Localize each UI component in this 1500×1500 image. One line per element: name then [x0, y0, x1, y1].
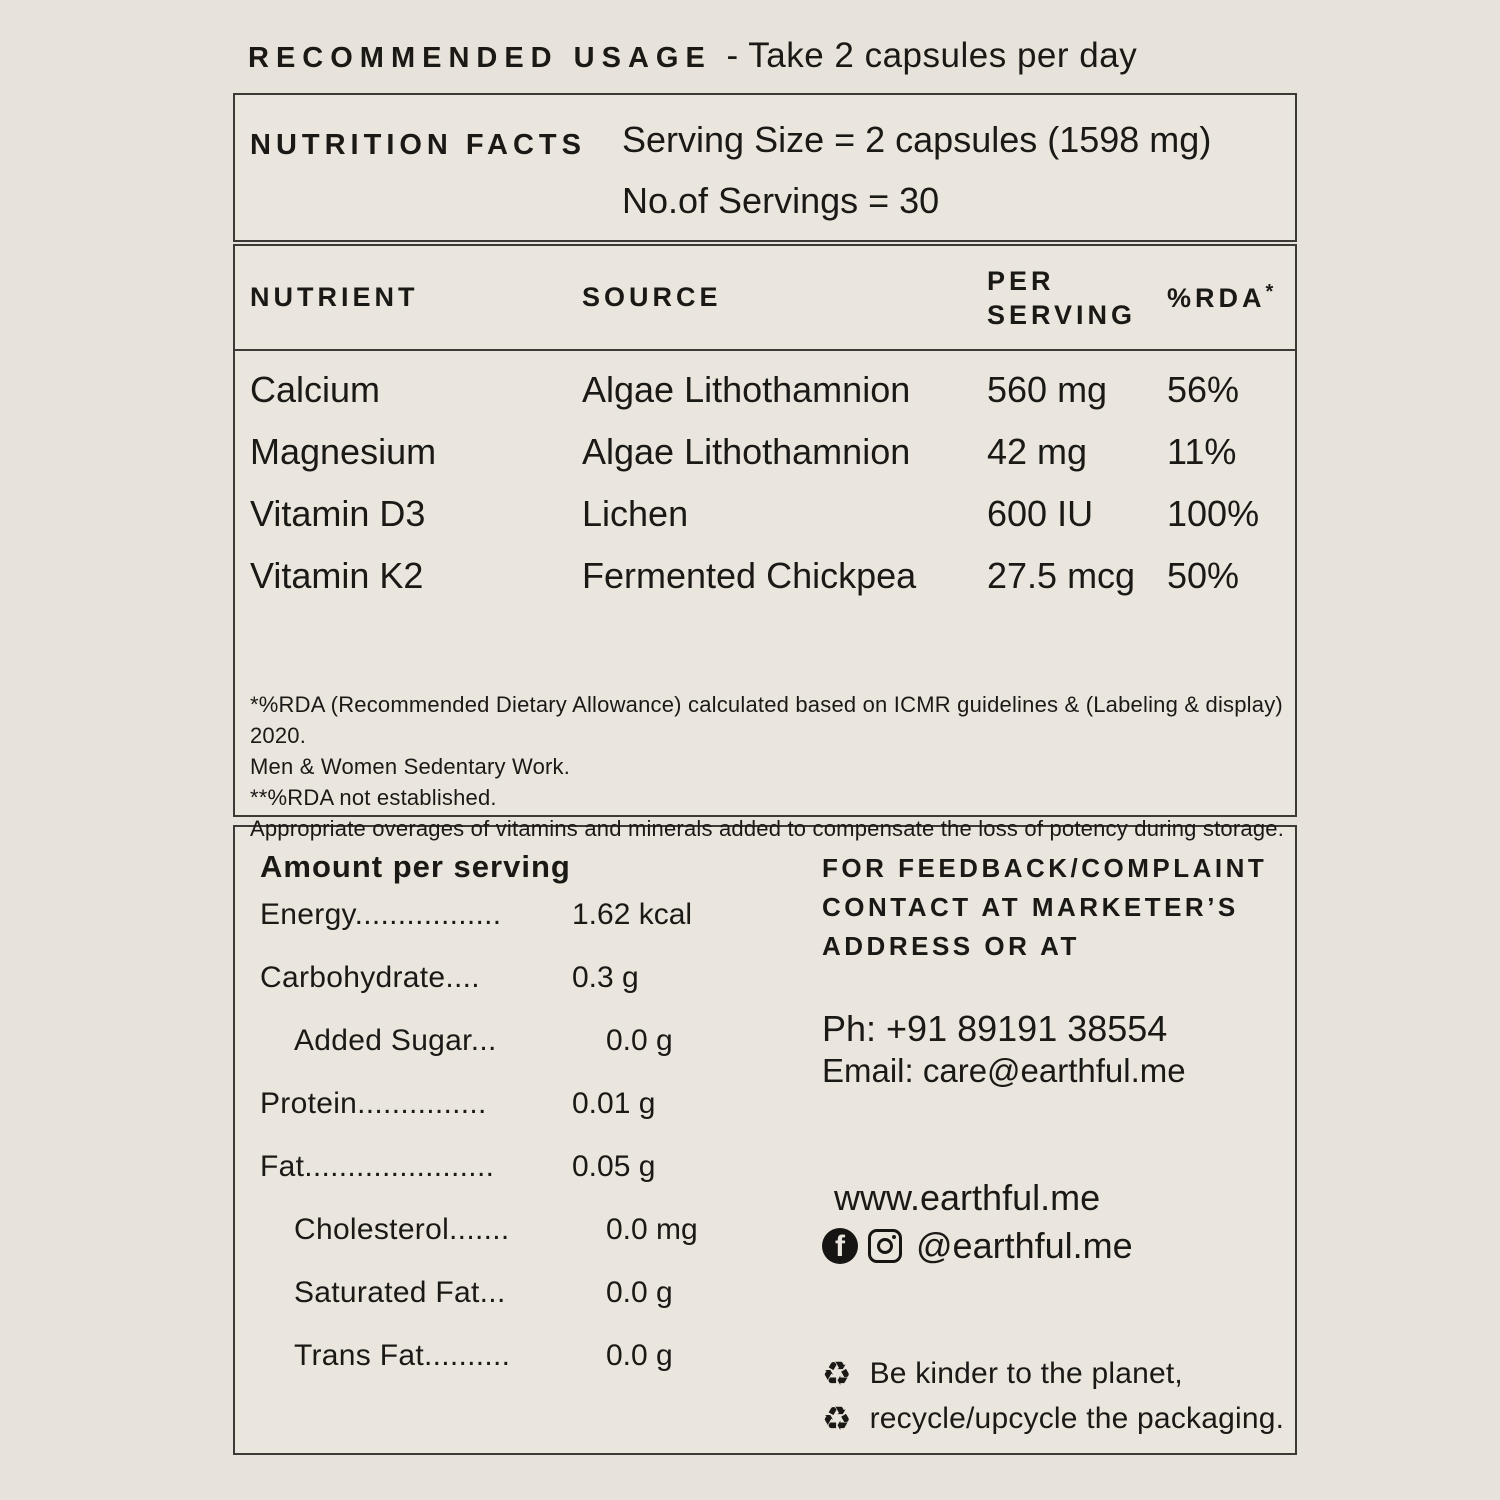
- cell-source: Algae Lithothamnion: [582, 369, 911, 410]
- serving-size: Serving Size = 2 capsules (1598 mg): [622, 119, 1212, 160]
- amount-row: [260, 961, 822, 1024]
- amount-row: [260, 1276, 822, 1339]
- cell-per-serving: 600 IU: [987, 493, 1094, 534]
- amount-value: 0.0 g: [606, 1276, 673, 1309]
- eco-line-1: ♻ Be kinder to the planet,: [822, 1354, 1183, 1393]
- nutrient-table-box: [233, 244, 1297, 841]
- amount-label: Energy.................: [260, 898, 502, 931]
- table-row: [235, 359, 1295, 421]
- cell-rda: 50%: [1167, 555, 1240, 596]
- footnote-line: *%RDA (Recommended Dietary Allowance) calculated based on ICMR guidelines & (Labeling & display) 2020.: [250, 692, 1283, 748]
- cell-per-serving: 560 mg: [987, 369, 1108, 410]
- amount-label: Added Sugar...: [294, 1024, 497, 1057]
- footnote-line: **%RDA not established.: [250, 785, 497, 810]
- nutrient-rows: [235, 351, 1295, 607]
- col-header-source: SOURCE: [582, 282, 722, 312]
- facebook-icon: f: [822, 1228, 858, 1264]
- cell-rda: 100%: [1167, 493, 1260, 534]
- amount-label: Cholesterol.......: [294, 1213, 510, 1246]
- recycle-icon: ♻: [822, 1399, 852, 1438]
- feedback-heading-line: ADDRESS OR AT: [822, 931, 1080, 961]
- contact-section: [822, 849, 1295, 1453]
- cell-per-serving: 42 mg: [987, 431, 1088, 472]
- table-header-row: [235, 246, 1295, 351]
- col-header-nutrient: NUTRIENT: [250, 282, 419, 312]
- servings-count: No.of Servings = 30: [622, 180, 940, 221]
- amount-value: 1.62 kcal: [572, 898, 693, 931]
- cell-source: Algae Lithothamnion: [582, 431, 911, 472]
- cell-source: Fermented Chickpea: [582, 555, 917, 596]
- amount-value: 0.0 g: [606, 1024, 673, 1057]
- feedback-heading-line: CONTACT AT MARKETER’S: [822, 892, 1239, 922]
- eco-note: [822, 1351, 1285, 1441]
- col-header-per-serving: PER SERVING: [987, 265, 1137, 330]
- amount-row: [260, 898, 822, 961]
- label-content: [233, 0, 1297, 1455]
- table-row: [235, 545, 1295, 607]
- social-row: [822, 1225, 1285, 1267]
- cell-nutrient: Vitamin D3: [250, 493, 426, 534]
- cell-nutrient: Magnesium: [250, 431, 437, 472]
- footnote-line: Men & Women Sedentary Work.: [250, 754, 571, 779]
- rda-footnote-mark: *: [1265, 281, 1274, 303]
- amounts-section: [260, 849, 822, 1453]
- email-address: Email: care@earthful.me: [822, 1052, 1186, 1089]
- amount-rows: [260, 898, 822, 1402]
- cell-per-serving: 27.5 mcg: [987, 555, 1136, 596]
- social-handle: @earthful.me: [916, 1225, 1133, 1266]
- amount-label: Trans Fat..........: [294, 1339, 511, 1372]
- amount-label: Fat......................: [260, 1150, 495, 1183]
- table-footnotes: [235, 689, 1295, 844]
- amount-value: 0.01 g: [572, 1087, 656, 1120]
- amount-value: 0.3 g: [572, 961, 639, 994]
- nutrition-facts-header-box: [233, 93, 1297, 242]
- phone-number: Ph: +91 89191 38554: [822, 1008, 1168, 1049]
- usage-text: - Take 2 capsules per day: [726, 36, 1138, 75]
- feedback-heading: [822, 849, 1285, 966]
- col-header-rda: %RDA*: [1167, 281, 1274, 313]
- amount-label: Protein...............: [260, 1087, 487, 1120]
- amount-row: [260, 1024, 822, 1087]
- feedback-heading-line: FOR FEEDBACK/COMPLAINT: [822, 853, 1268, 883]
- amount-label: Carbohydrate....: [260, 961, 480, 994]
- amount-row: [260, 1087, 822, 1150]
- amount-row: [260, 1213, 822, 1276]
- serving-info: [622, 119, 1211, 240]
- amount-value: 0.0 mg: [606, 1213, 698, 1246]
- amount-value: 0.05 g: [572, 1150, 656, 1183]
- amount-row: [260, 1339, 822, 1402]
- cell-nutrient: Vitamin K2: [250, 555, 424, 596]
- cell-rda: 11%: [1167, 431, 1237, 472]
- details-box: [233, 825, 1297, 1455]
- usage-label: RECOMMENDED USAGE: [248, 42, 712, 74]
- amounts-title: Amount per serving: [260, 849, 571, 884]
- recycle-icon: ♻: [822, 1354, 852, 1393]
- amount-label: Saturated Fat...: [294, 1276, 506, 1309]
- instagram-icon: [868, 1229, 902, 1263]
- cell-source: Lichen: [582, 493, 689, 534]
- table-row: [235, 483, 1295, 545]
- footnote-line: Appropriate overages of vitamins and minerals added to compensate the loss of potency during storage.: [250, 816, 1285, 841]
- table-row: [235, 421, 1295, 483]
- eco-line-2: ♻ recycle/upcycle the packaging.: [822, 1399, 1285, 1438]
- recommended-usage: [248, 36, 1297, 76]
- amount-value: 0.0 g: [606, 1339, 673, 1372]
- website-url: www.earthful.me: [834, 1177, 1101, 1218]
- amount-row: [260, 1150, 822, 1213]
- nutrition-facts-title: NUTRITION FACTS: [250, 129, 586, 161]
- cell-rda: 56%: [1167, 369, 1240, 410]
- cell-nutrient: Calcium: [250, 369, 381, 410]
